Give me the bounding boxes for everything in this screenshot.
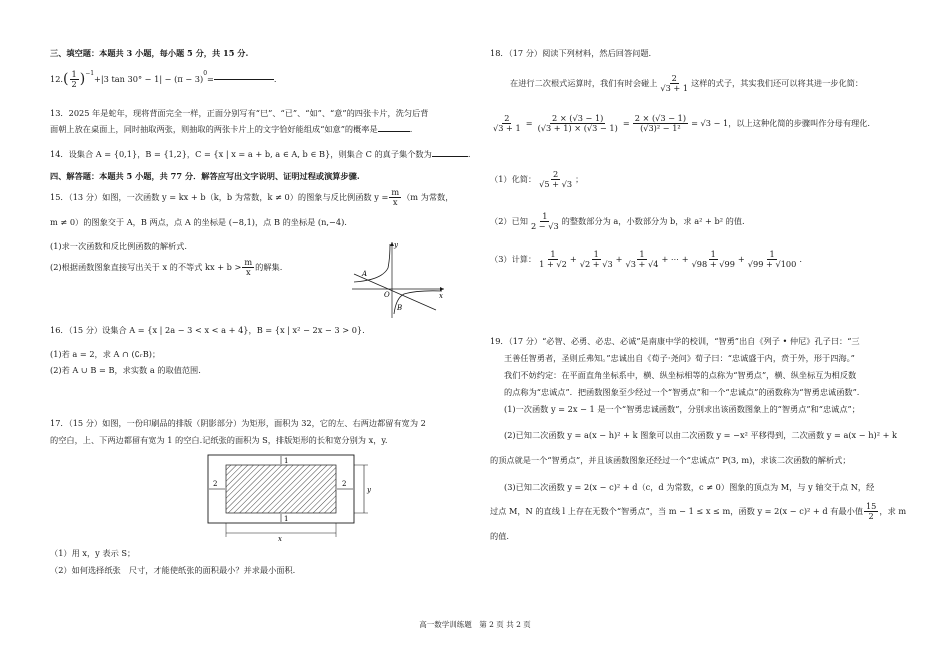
q19-line2: 王善任智勇者，圣则丘弗知。”忠诚出自《荀子·尧问》荀子曰：“忠诚盛于内，贲于外，形于四海。” bbox=[504, 353, 855, 363]
q12-power: −1 bbox=[85, 70, 95, 77]
q18-equation: $\frac{2}{√3 + 1}$ = $\frac{2 \times (√3 - 1)}{(√3 + 1) \times (√3 - 1)}$ = $\frac{2 \times (√3 - 1)}{\text{(√3)² − 1²}}$ = √3 − 1，以上这种化简的步骤叫作分母有理化. bbox=[493, 113, 871, 134]
q18-term-4-num: 1 bbox=[769, 249, 775, 259]
q15-part1: (1)求一次函数和反比例函数的解析式. bbox=[50, 241, 188, 251]
q15-p2-frac-num: m bbox=[244, 257, 253, 267]
q15-p2-frac-den: x bbox=[245, 267, 251, 278]
q18-term-3 bbox=[690, 250, 737, 269]
q18-eq-lhs bbox=[491, 114, 523, 133]
q18-end: . bbox=[799, 254, 802, 265]
q12-plus: + bbox=[94, 74, 101, 85]
q16-part2: (2)若 A ∪ B = B，求实数 a 的取值范围. bbox=[50, 365, 201, 375]
graph-label-B: B bbox=[397, 304, 403, 312]
q18-term-1-num: 1 bbox=[593, 249, 599, 259]
q19-line1: 19．（17 分）“必智、必勇、必忠、必诚”是南康中学的校训，“智勇”出自《列子 • 仲尼》孔子曰：“三 bbox=[490, 336, 860, 346]
x-axis-arrow bbox=[440, 287, 444, 291]
q18-term-4 bbox=[746, 250, 799, 269]
q18-dots: + ⋯ + bbox=[661, 254, 689, 265]
q13-line2-wrap: 面朝上放在桌面上，同时抽取两张，则抽取的两张卡片上的文字恰好能组成“如意”的概率是 . bbox=[50, 124, 413, 134]
q12-zero: 0 bbox=[203, 70, 208, 77]
graph-label-x: x bbox=[439, 292, 443, 300]
q18-plus-3: + bbox=[737, 254, 745, 265]
q18-part2-den: 2 − √3 bbox=[530, 221, 559, 232]
graph-label-A: A bbox=[362, 270, 368, 278]
q15-frac-den: x bbox=[392, 197, 398, 208]
q18-eq-mid1-num: 2 × (√3 − 1) bbox=[552, 113, 604, 123]
q15-line1a: 15．（13 分）如图，一次函数 y = kx + b（k，b 为常数，k ≠ 0）的图象与反比例函数 y = bbox=[50, 192, 389, 203]
q19-line3: 我们不妨约定：在平面直角坐标系中，横、纵坐标相等的点称为“智勇点”，横、纵坐标互为相反数 bbox=[504, 370, 857, 380]
q12-number: 12. bbox=[50, 74, 64, 85]
bottom-margin-label: 1 bbox=[284, 515, 289, 523]
q18-part1 bbox=[490, 170, 583, 189]
q19-part3b1: 过点 M，N 的直线 l 上存在无数个“智勇点”，当 m − 1 ≤ x ≤ m，函数 y = 2(x − c)² + d 有最小值 bbox=[490, 506, 863, 517]
q19-part3b bbox=[490, 502, 906, 521]
q19-part3a: (3)已知二次函数 y = 2(x − c)² + d（c，d 为常数，c ≠ 0）图象的顶点为 M，与 y 轴交于点 N，经 bbox=[504, 482, 875, 492]
q15-p2-fraction bbox=[242, 258, 254, 277]
q14-blank[interactable] bbox=[432, 156, 468, 157]
q15-part2b: 的解集. bbox=[255, 262, 283, 273]
q15-graph bbox=[348, 238, 448, 320]
q15-frac-num: m bbox=[391, 187, 400, 197]
q18-part1-fraction bbox=[537, 170, 574, 189]
q12-frac-num: 1 bbox=[71, 69, 77, 79]
q18-term-3-num: 1 bbox=[710, 249, 716, 259]
q15-fraction bbox=[389, 188, 401, 207]
q16-line1: 16．（15 分）设集合 A = {x | 2a − 3 < x < a + 4}，B = {x | x² − 2x − 3 > 0}. bbox=[50, 325, 365, 335]
q18-term-1 bbox=[578, 250, 615, 269]
q15-line2: m ≠ 0）的图象交于 A，B 两点，点 A 的坐标是 (−8,1)，点 B 的坐标是 (n,−4). bbox=[50, 217, 347, 227]
right-margin-label: 2 bbox=[342, 480, 347, 488]
q18-part2-num: 1 bbox=[542, 211, 548, 221]
q18-eq-lhs-den: √3 + 1 bbox=[493, 123, 521, 134]
q18-part1b: ； bbox=[575, 174, 584, 185]
q18-line2a: 在进行二次根式运算时，我们有时会碰上 bbox=[510, 78, 658, 89]
q19-part2a: (2)已知二次函数 y = a(x − h)² + k 图象可以由二次函数 y = −x² 平移得到，二次函数 y = a(x − h)² + k bbox=[504, 430, 898, 440]
q13-blank[interactable] bbox=[378, 131, 410, 132]
q18-eq-mid2-num: 2 × (√3 − 1) bbox=[634, 113, 687, 123]
q18-term-3-den: √98 + √99 bbox=[691, 259, 735, 270]
q16-part1: (1)若 a = 2，求 A ∩ (∁ᵣB)； bbox=[50, 349, 161, 359]
q19-part3c: 的值. bbox=[490, 531, 509, 541]
q18-plus-1: + bbox=[569, 254, 577, 265]
q18-term-2 bbox=[624, 250, 661, 269]
q18-term-2-num: 1 bbox=[639, 249, 645, 259]
page-footer: 高一数学训练题 第 2 页 共 2 页 bbox=[419, 620, 531, 629]
q17-line1: 17．（15 分）如图，一份印刷品的排版（阴影部分）为矩形，面积为 32，它的左、右两边都留有宽为 2 bbox=[50, 418, 426, 428]
graph-label-y: y bbox=[394, 241, 398, 249]
q18-eq-mid2-den: (√3)² − 1² bbox=[640, 123, 681, 134]
q18-part2-fraction bbox=[529, 212, 561, 231]
q18-part1-num: 2 bbox=[553, 169, 559, 179]
top-margin-label: 1 bbox=[284, 457, 289, 465]
section-4-header: 四、解答题：本题共 5 小题，共 77 分．解答应写出文字说明、证明过程或演算步骤. bbox=[50, 171, 360, 181]
q18-eq-mid1-den: (√3 + 1) × (√3 − 1) bbox=[537, 123, 618, 134]
y-dimension-label: y bbox=[367, 486, 371, 494]
print-area-shaded bbox=[226, 465, 336, 513]
q15-line1 bbox=[50, 188, 453, 207]
q18-eq-result: = √3 − 1，以上这种化简的步骤叫作分母有理化. bbox=[691, 118, 871, 129]
q18-line1: 18．（17 分）阅读下列材料，然后回答问题. bbox=[490, 48, 652, 58]
q19-min-fraction bbox=[864, 502, 878, 521]
q17-line2: 的空白，上、下两边都留有宽为 1 的空白.记纸张的面积为 S，排版矩形的长和宽分别为 x，y. bbox=[50, 435, 388, 445]
q18-part2b: 的整数部分为 a，小数部分为 b，求 a² + b² 的值. bbox=[561, 216, 745, 227]
q18-term-4-den: √99 + √100 bbox=[747, 259, 797, 270]
q14-wrap: 14．设集合 A = {0,1}，B = {1,2}，C = {x | x = a + b, a ∈ A, b ∈ B}，则集合 C 的真子集个数为 . bbox=[50, 149, 471, 159]
q18-term-0 bbox=[537, 250, 569, 269]
q12-expr: |3 tan 30° − 1| − (π − 3) bbox=[100, 74, 204, 85]
q19-min-num: 15 bbox=[865, 501, 877, 511]
x-dimension-label: x bbox=[278, 535, 282, 543]
question-12: 12. ( $\frac{1}{2}$ ) $^{-1}$ + |3 tan 30° − 1| − (π − 3) $^0$ = . bbox=[50, 69, 277, 90]
q18-part2a: （2）已知 bbox=[490, 216, 528, 227]
q12-fraction bbox=[70, 70, 79, 89]
q18-intro-fraction bbox=[658, 74, 690, 93]
q18-intro-num: 2 bbox=[671, 73, 677, 83]
q12-frac-den: 2 bbox=[71, 79, 77, 90]
q18-plus-2: + bbox=[615, 254, 623, 265]
q18-intro-den: √3 + 1 bbox=[660, 83, 689, 94]
q17-part1: （1）用 x，y 表示 S； bbox=[50, 548, 136, 558]
q12-equals: = bbox=[207, 74, 214, 85]
q18-part1a: （1）化简： bbox=[490, 174, 537, 185]
q19-min-den: 2 bbox=[868, 511, 874, 522]
q17-part2: （2）如何选择纸张 尺寸，才能使纸张的面积最小？并求最小面积. bbox=[50, 565, 296, 575]
q18-part2 bbox=[490, 212, 745, 231]
q14-text: 14．设集合 A = {0,1}，B = {1,2}，C = {x | x = a + b, a ∈ A, b ∈ B}，则集合 C 的真子集个数为 bbox=[50, 149, 432, 159]
q18-part1-den: √5 + √3 bbox=[539, 179, 573, 190]
q15-line1b: （m 为常数， bbox=[402, 192, 454, 203]
q12-blank[interactable] bbox=[214, 79, 274, 80]
q17-figure bbox=[188, 451, 378, 543]
q18-part3 bbox=[490, 250, 802, 269]
section-3-header: 三、填空题：本题共 3 小题，每小题 5 分，共 15 分. bbox=[50, 48, 249, 58]
q18-eq-mid1 bbox=[536, 114, 620, 133]
q18-part3a: （3）计算： bbox=[490, 254, 537, 265]
q15-part2a: (2)根据函数图象直接写出关于 x 的不等式 kx + b > bbox=[50, 262, 242, 273]
q15-part2 bbox=[50, 258, 282, 277]
graph-label-O: O bbox=[384, 291, 390, 299]
linear-function-line bbox=[354, 274, 436, 310]
q19-part1: (1)一次函数 y = 2x − 1 是一个“智勇忠诚函数”，分别求出该函数图象上的“智勇点”和“忠诚点”； bbox=[504, 404, 860, 414]
q18-eq-mid2 bbox=[633, 114, 688, 133]
q18-term-0-den: 1 + √2 bbox=[539, 259, 567, 270]
q18-term-2-den: √3 + √4 bbox=[625, 259, 659, 270]
q18-line2 bbox=[490, 74, 863, 93]
q19-part2b: 的顶点就是一个“智勇点”，并且该函数图象还经过一个“忠诚点” P(3, m)，求该二次函数的解析式； bbox=[490, 455, 851, 465]
q19-line4: 的点称为“忠诚点”．把函数图象至少经过一个“智勇点”和一个“忠诚点”的函数称为“智勇忠诚函数”. bbox=[504, 387, 860, 397]
q18-line2b: 这样的式子，其实我们还可以将其进一步化简： bbox=[691, 78, 864, 89]
left-margin-label: 2 bbox=[213, 480, 218, 488]
q19-part3b2: ，求 m bbox=[879, 506, 907, 517]
q18-term-1-den: √2 + √3 bbox=[579, 259, 613, 270]
q13-line1: 13．2025 年是蛇年，现将背面完全一样，正面分别写有“巳”、“已”、“如”、“意”的四张卡片，洗匀后背 bbox=[50, 108, 429, 118]
q13-line2: 面朝上放在桌面上，同时抽取两张，则抽取的两张卡片上的文字恰好能组成“如意”的概率是 bbox=[50, 124, 378, 134]
q18-term-0-num: 1 bbox=[550, 249, 556, 259]
q18-eq-lhs-num: 2 bbox=[504, 113, 510, 123]
